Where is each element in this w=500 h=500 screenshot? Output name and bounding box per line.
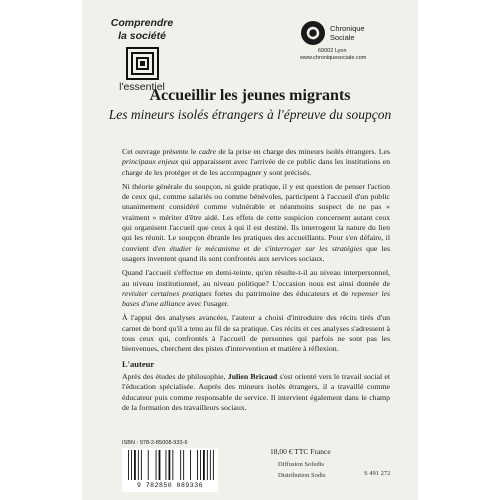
publisher-city: 69002 Lyon	[318, 48, 347, 54]
series-line-1: Comprendre	[110, 17, 174, 29]
series-line-3: l'essentiel	[119, 81, 165, 93]
price: 18,00 € TTC France	[270, 447, 331, 456]
series-line-2: la société	[118, 30, 166, 42]
barcode	[122, 448, 218, 492]
publisher-name-2: Sociale	[330, 33, 355, 42]
series-block	[102, 17, 182, 94]
barcode-bars	[122, 448, 218, 482]
author-heading: L'auteur	[122, 358, 155, 369]
isbn-text: ISBN : 978-2-85008-933-6	[122, 440, 188, 446]
paragraph-2: Ni théorie générale du soupçon, ni guide pratique, il y est question de penser l'action de ceux qui, comme salariés ou comme bénévoles, participent à l'accueil d'un public unanimement considéré comme vulnérable et néanmoins suspect de ne pas « vraiment » mériter d'être aidé. Les effets de cette suspicion concernent autant ceux qui organisent l'accueil que ceux à qui il est destiné. Ils interrogent la nature du lien qui les réunit. Le soupçon ébranle les pratiques des accueillants. Pour s'en défaire, il convient d'en étudier le mécanisme et de s'interroger sur les stratégies que les usagers inventent quand ils sont confrontés aux services sociaux.	[122, 181, 390, 263]
paragraph-1: Cet ouvrage présente le cadre de la prise en charge des mineurs isolés étrangers. Les principaux enjeux qui apparaissent avec l'arrivée de ce public dans les institutions en charge de les protéger et de les accompagner y sont précisés.	[122, 147, 390, 177]
paragraph-4: À l'appui des analyses avancées, l'auteur a choisi d'introduire des récits tirés d'un carnet de bord qu'il a tenu au fil de sa pratique. Ces récits et ces analyses s'adressent à tous ceux qui, confrontés à l'accueil de personnes qui parfois ne sont pas les bienvenues, cherchent des pistes d'intervention et matière à réflexion.	[122, 313, 390, 354]
series-logo-icon	[126, 47, 159, 80]
publisher-url: www.chroniquesociale.com	[300, 55, 367, 61]
diffusion-text: Diffusion Sofedis	[278, 461, 324, 468]
sodis-reference: S 491 272	[364, 470, 391, 477]
description-body	[122, 147, 390, 417]
distribution-info	[278, 459, 326, 481]
book-title: Accueillir les jeunes migrants	[149, 87, 351, 104]
book-subtitle: Les mineurs isolés étrangers à l'épreuve du soupçon	[108, 107, 392, 122]
publisher-block	[300, 20, 412, 61]
publisher-logo-icon	[300, 20, 326, 46]
distribution-text: Distribution Sodis	[278, 472, 326, 479]
barcode-number: 9 782850 089336	[136, 482, 203, 489]
publisher-name-1: Chronique	[330, 24, 365, 33]
paragraph-3: Quand l'accueil s'effectue en demi-teinte, qu'en résulte-t-il au niveau interpersonnel, au niveau institutionnel, au niveau politique? L'occasion nous est ainsi donnée de revisiter certaines pratiques fortes du patrimoine des éducateurs et de repenser les bases d'une alliance avec l'usager.	[122, 268, 390, 309]
paragraph-author: Après des études de philosophie, Julien Bricaud s'est orienté vers le travail social et l'éducation spécialisée. Auprès des mineurs isolés étrangers, il a travaillé comme éducateur puis comme responsable de service. Il intervient également dans le champ de la formation des travailleurs sociaux.	[122, 371, 390, 412]
book-back-cover	[82, 0, 418, 500]
